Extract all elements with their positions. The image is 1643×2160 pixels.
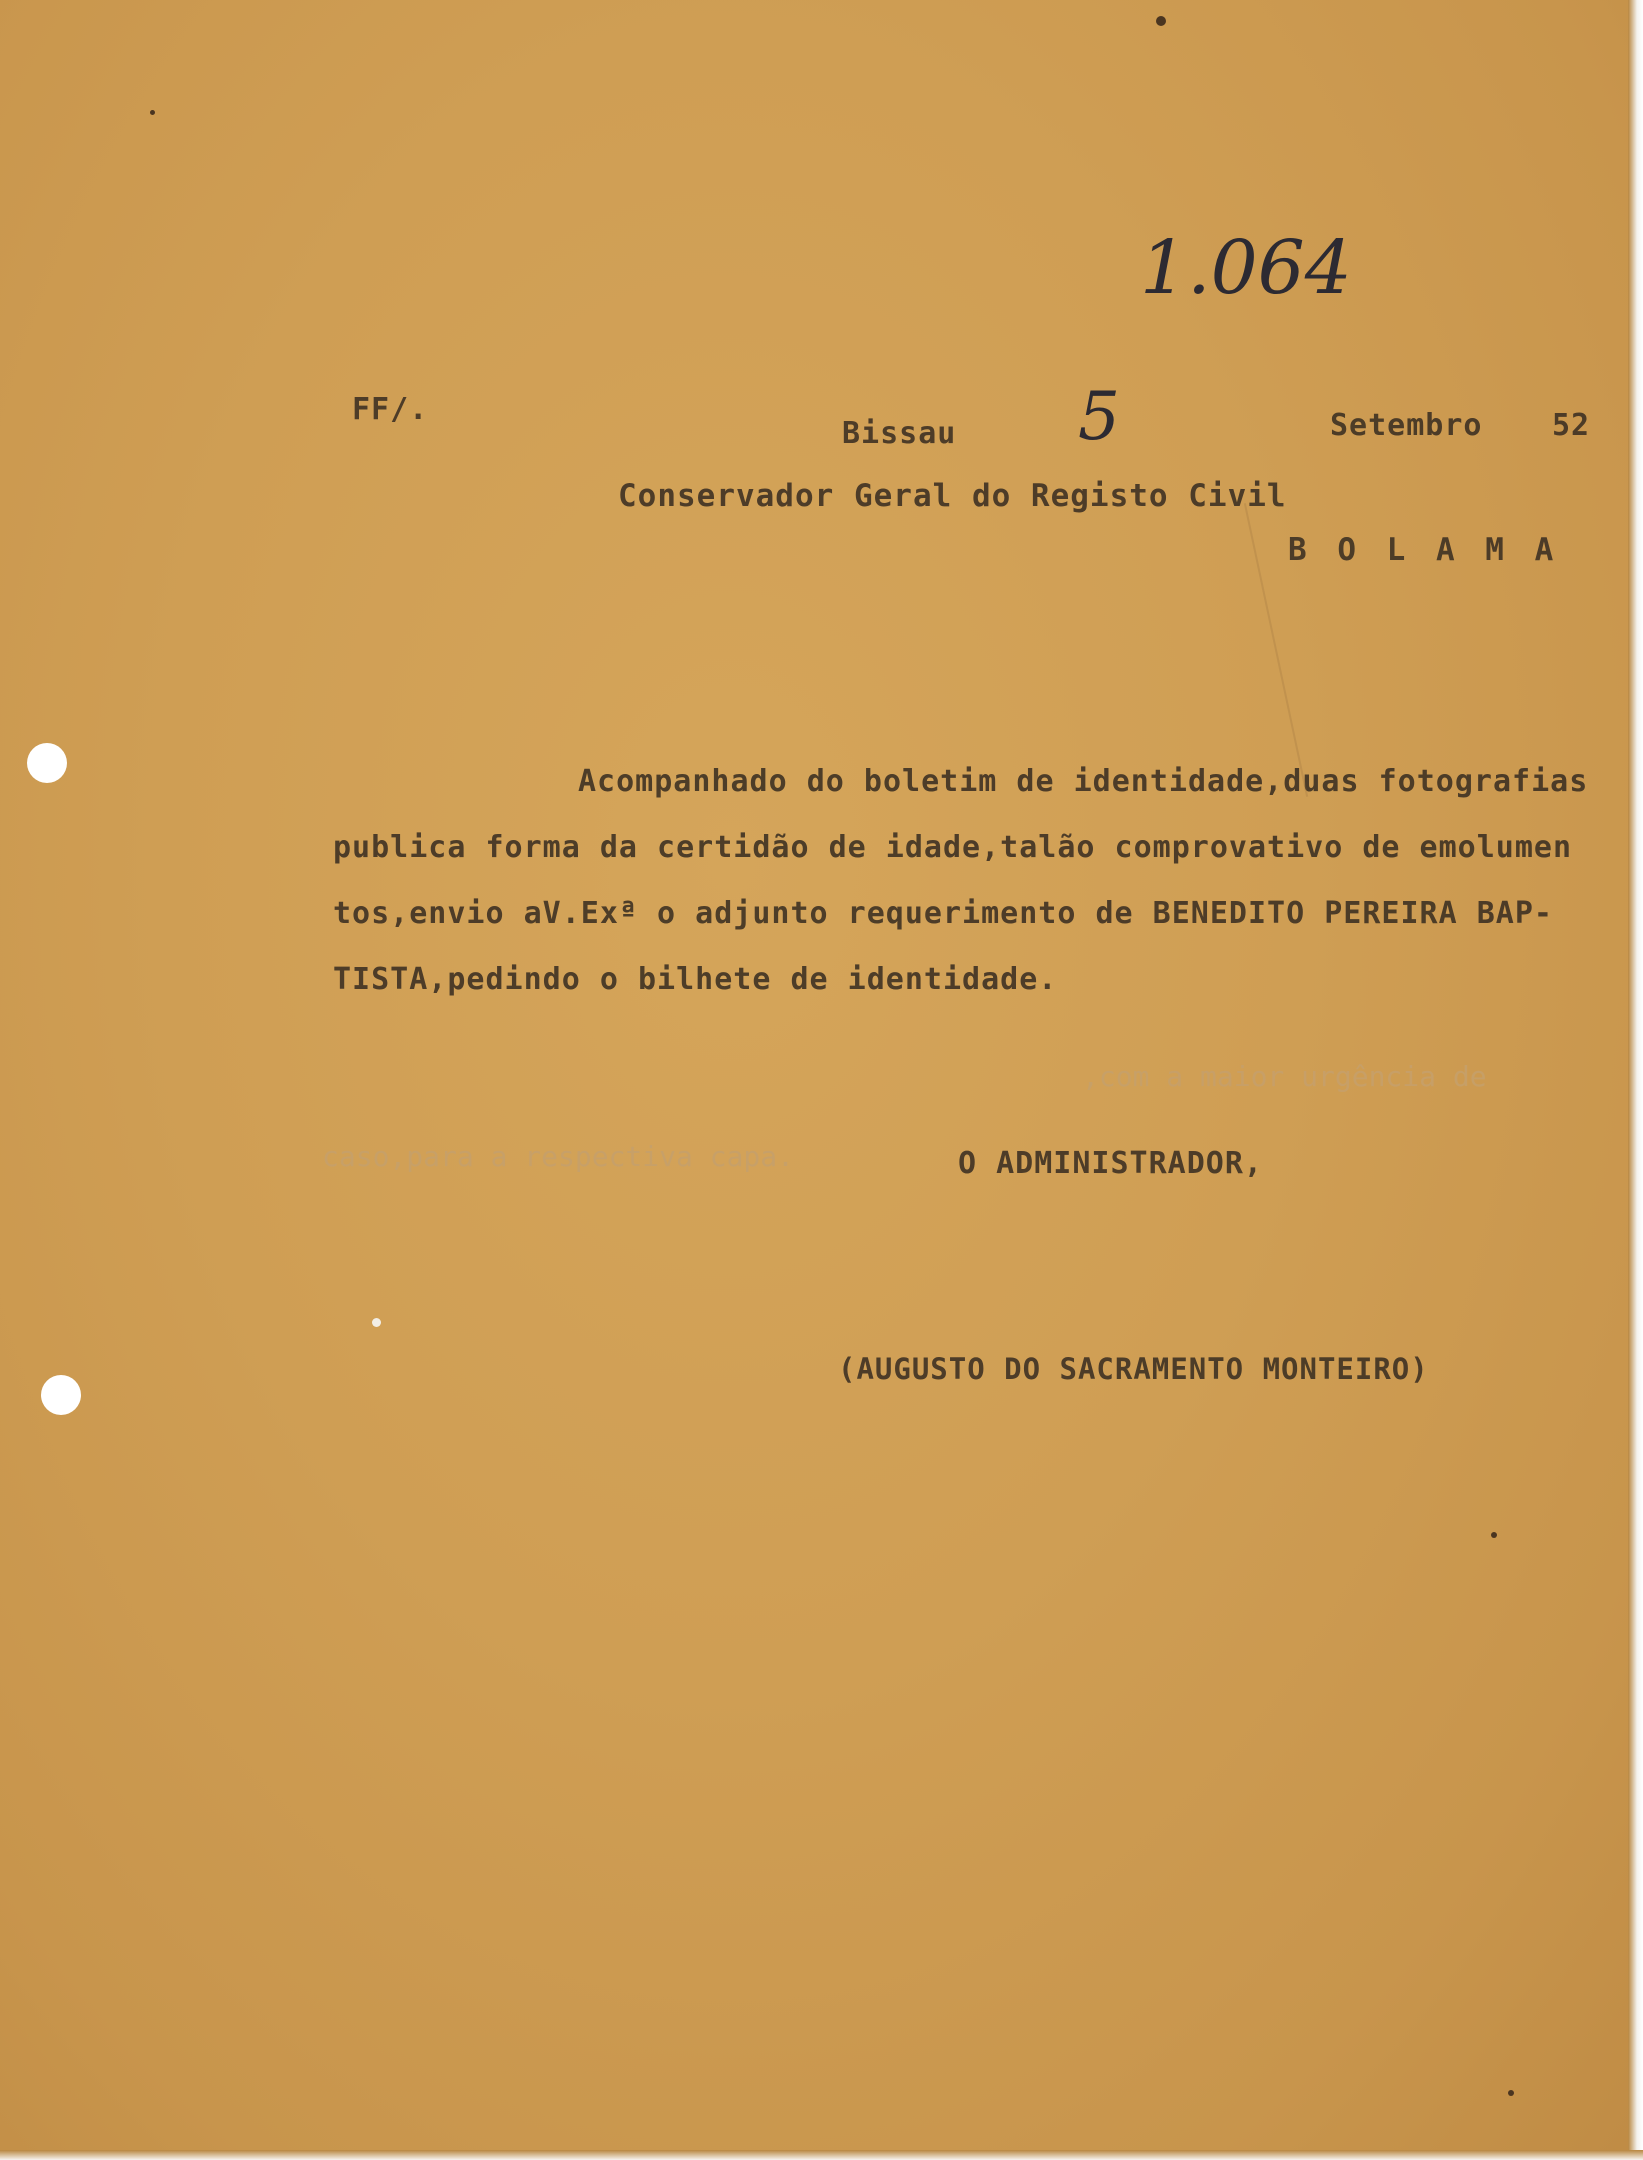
body-line-4: TISTA,pedindo o bilhete de identidade. <box>333 962 1058 997</box>
ink-speck <box>1491 1532 1497 1538</box>
ink-speck <box>150 110 155 115</box>
addressee-title: Conservador Geral do Registo Civil <box>618 478 1287 514</box>
month-name: Setembro <box>1330 408 1483 443</box>
ink-speck <box>1156 16 1166 26</box>
signatory-name: (AUGUSTO DO SACRAMENTO MONTEIRO) <box>838 1352 1429 1386</box>
reference-code: FF/. <box>352 392 429 427</box>
place-name: Bissau <box>842 416 957 451</box>
addressee-city: B O L A M A <box>1288 532 1560 568</box>
handwritten-document-number: 1.064 <box>1140 225 1352 311</box>
year: 52 <box>1552 408 1591 443</box>
faded-text-line-2: caso,para a respectiva capa. <box>322 1140 795 1173</box>
signature-title: O ADMINISTRADOR, <box>958 1146 1263 1181</box>
body-line-1: Acompanhado do boletim de identidade,duas fotografias <box>578 764 1589 799</box>
faded-text-line-1: ,com a maior urgência de <box>1082 1060 1487 1093</box>
handwritten-day: 5 <box>1078 378 1120 455</box>
body-line-2: publica forma da certidão de idade,talão comprovativo de emolumen <box>333 830 1572 865</box>
scan-edge-right <box>1628 0 1643 2160</box>
punch-hole-upper <box>27 743 67 783</box>
ink-speck <box>1508 2090 1514 2096</box>
body-line-3: tos,envio aV.Exª o adjunto requerimento de BENEDITO PEREIRA BAP- <box>333 896 1553 931</box>
punch-hole-lower <box>41 1375 81 1415</box>
scan-edge-bottom <box>0 2150 1643 2160</box>
paper-speck <box>372 1318 381 1327</box>
